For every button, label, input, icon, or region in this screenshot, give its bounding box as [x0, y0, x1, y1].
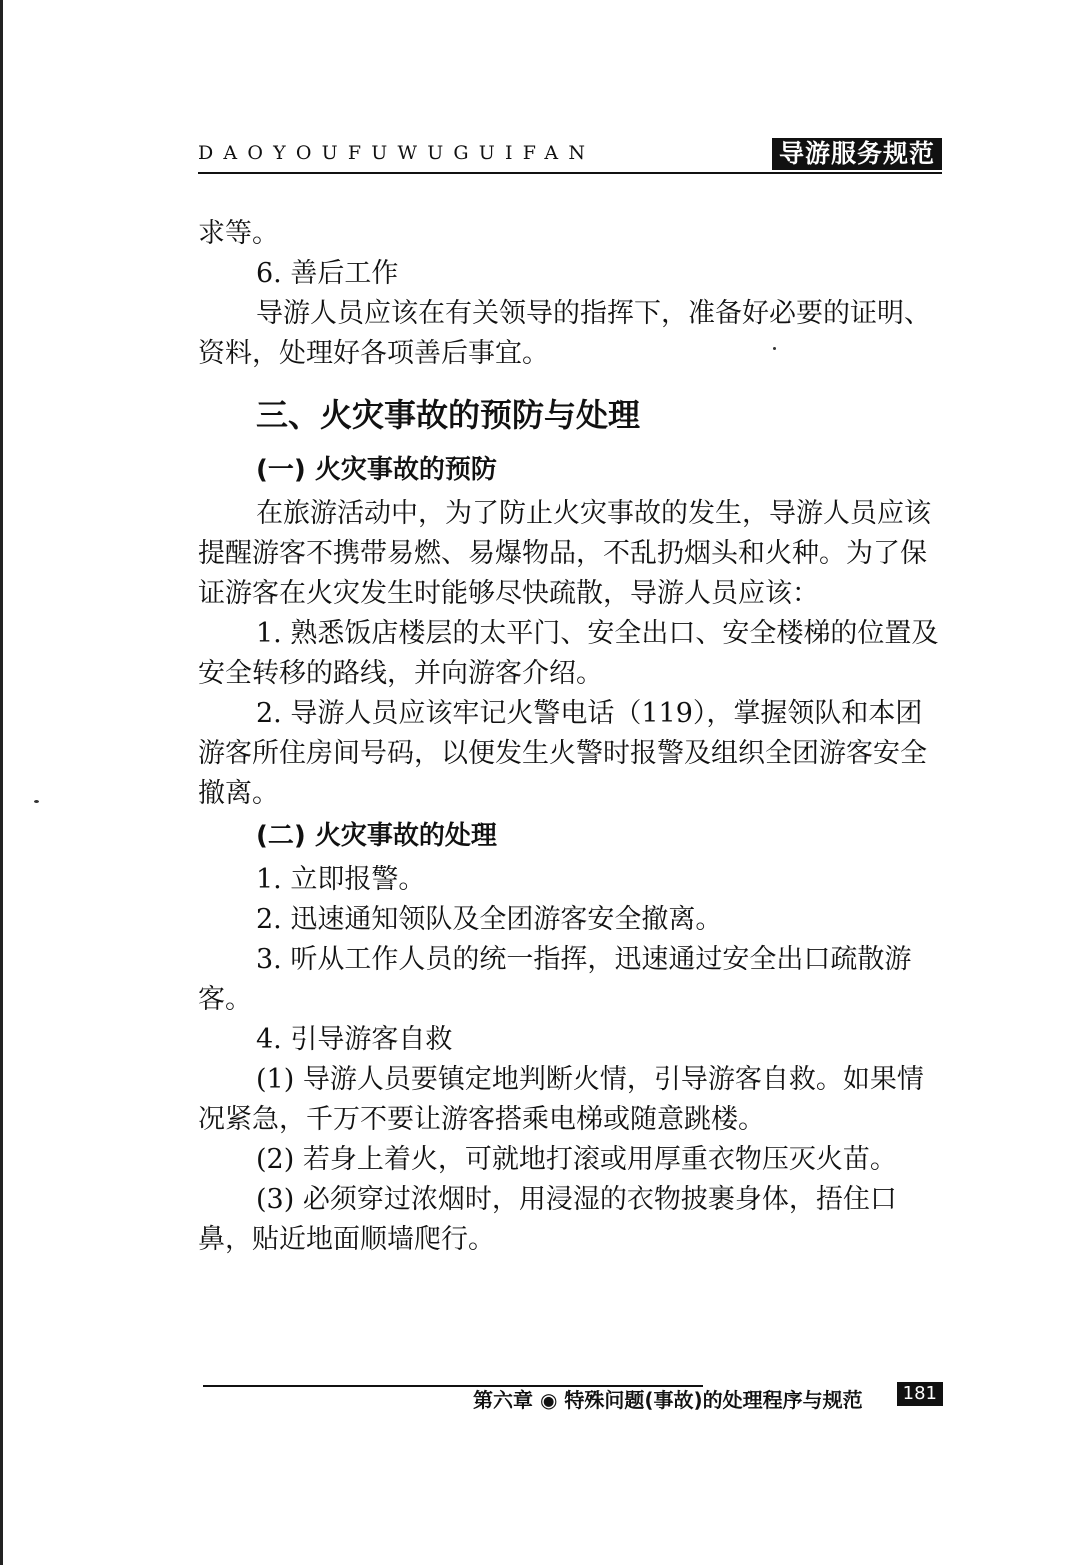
handling-item-1: 1. 立即报警。 — [256, 864, 426, 895]
subsection-1-title: (一) 火灾事故的预防 — [256, 455, 497, 485]
scan-speck — [34, 800, 39, 803]
prevention-item-1: 1. 熟悉饭店楼层的太平门、安全出口、安全楼梯的位置及安全转移的路线，并向游客介绍。 — [198, 618, 939, 689]
scan-speck — [773, 347, 776, 350]
handling-item-4: 4. 引导游客自救 — [256, 1024, 453, 1055]
handling-item-2: 2. 迅速通知领队及全团游客安全撤离。 — [256, 904, 723, 935]
page-edge — [0, 0, 3, 1565]
item-6-text: 导游人员应该在有关领导的指挥下，准备好必要的证明、资料，处理好各项善后事宜。 — [198, 298, 931, 369]
footer-chapter-title: 第六章 ◉ 特殊问题(事故)的处理程序与规范 — [473, 1388, 863, 1412]
paragraph-continuation: 求等。 — [198, 218, 279, 249]
running-header — [198, 138, 942, 174]
rescue-item-1: (1) 导游人员要镇定地判断火情，引导游客自救。如果情况紧急，千万不要让游客搭乘电梯或随意跳楼。 — [198, 1064, 924, 1135]
handling-item-3: 3. 听从工作人员的统一指挥，迅速通过安全出口疏散游客。 — [198, 944, 912, 1015]
page-number: 181 — [897, 1382, 943, 1406]
section-3-title: 三、火灾事故的预防与处理 — [256, 396, 641, 434]
rescue-item-3: (3) 必须穿过浓烟时，用浸湿的衣物披裹身体，捂住口鼻，贴近地面顺墙爬行。 — [198, 1184, 897, 1255]
item-6-title: 6. 善后工作 — [256, 258, 399, 289]
rescue-item-2: (2) 若身上着火，可就地打滚或用厚重衣物压灭火苗。 — [256, 1144, 897, 1175]
subsection-1-intro: 在旅游活动中，为了防止火灾事故的发生，导游人员应该提醒游客不携带易燃、易爆物品，不乱扔烟头和火种。为了保证游客在火灾发生时能够尽快疏散，导游人员应该： — [198, 498, 931, 609]
running-footer — [203, 1372, 943, 1412]
page-body — [198, 214, 944, 1260]
subsection-2-title: (二) 火灾事故的处理 — [256, 821, 497, 851]
header-chinese-title: 导游服务规范 — [772, 138, 942, 170]
prevention-item-2: 2. 导游人员应该牢记火警电话（119），掌握领队和本团游客所住房间号码，以便发生火警时报警及组织全团游客安全撤离。 — [198, 698, 927, 809]
header-rule — [198, 172, 942, 174]
header-latin-title: DAOYOUFUWUGUIFAN — [198, 142, 596, 164]
